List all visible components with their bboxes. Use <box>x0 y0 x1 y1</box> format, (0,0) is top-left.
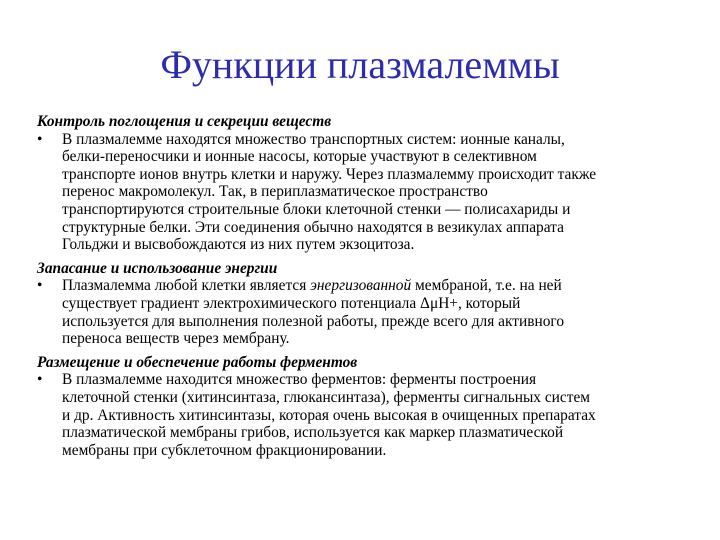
section-heading-energy: Запасание и использование энергии <box>37 259 278 277</box>
section-heading-transport: Контроль поглощения и секреции веществ <box>37 113 332 130</box>
bullet-line: переноса веществ через мембрану. <box>62 330 290 348</box>
bullet-line: используется для выполнения полезной работы, прежде всего для активного <box>62 312 565 330</box>
bullet-line: транспортируются строительные блоки клеточной стенки — полисахариды и <box>62 200 571 218</box>
section-heading-enzymes: Размещение и обеспечение работы ферментов <box>37 353 358 371</box>
bullet-line: мембраны при субклеточном фракционировании. <box>62 441 387 459</box>
bullet-line: существует градиент электрохимического потенциала ΔμH+, который <box>62 294 521 312</box>
bullet-line <box>62 277 697 295</box>
bullet-transport <box>37 131 697 254</box>
slide-title: Функции плазмалеммы <box>160 42 560 87</box>
bullet-line: В плазмалемме находятся множество транспортных систем: ионные каналы, <box>62 130 565 148</box>
text-fragment: Плазмалемма любой клетки является <box>62 277 311 295</box>
bullet-line: плазматической мембраны грибов, используется как маркер плазматической <box>62 424 564 442</box>
slide-body <box>37 113 697 465</box>
bullet-line: В плазмалемме находится множество ферментов: ферменты построения <box>62 371 537 389</box>
text-fragment: мембраной, т.е. на ней <box>411 277 562 295</box>
bullet-icon: • <box>37 277 43 295</box>
bullet-energy <box>37 277 697 347</box>
bullet-line: клеточной стенки (хитинсинтаза, глюкансинтаза), ферменты сигнальных систем <box>62 388 591 406</box>
bullet-line: транспорте ионов внутрь клетки и наружу. Через плазмалемму происходит также <box>62 165 597 183</box>
bullet-line: структурные белки. Эти соединения обычно находятся в везикулах аппарата <box>62 218 564 236</box>
emphasized-term: энергизованной <box>310 277 412 295</box>
bullet-line: и др. Активность хитинсинтазы, которая очень высокая в очищенных препаратах <box>62 406 596 424</box>
bullet-line: Гольджи и высвобождаются из них путем экзоцитоза. <box>62 236 415 254</box>
bullet-line: белки-переносчики и ионные насосы, которые участвуют в селективном <box>62 148 537 166</box>
bullet-line: перенос макромолекул. Так, в периплазматическое пространство <box>62 183 488 201</box>
bullet-icon: • <box>37 130 43 148</box>
bullet-icon: • <box>37 371 43 389</box>
bullet-enzymes <box>37 371 697 459</box>
